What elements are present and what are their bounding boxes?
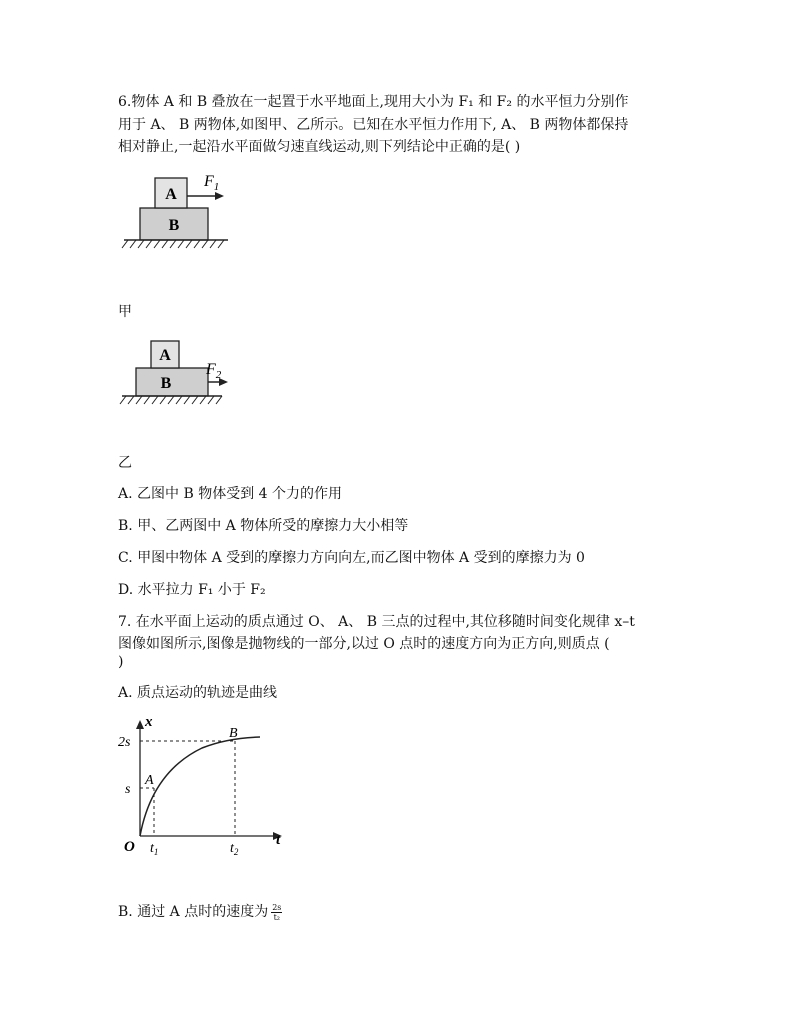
t-axis-label: t xyxy=(276,832,281,848)
q6-option-c: C. 甲图中物体 A 受到的摩擦力方向向左,而乙图中物体 A 受到的摩擦力为 0 xyxy=(118,550,585,566)
q7-option-b-text: B. 通过 A 点时的速度为 xyxy=(118,904,269,920)
tick-t1-label: $t_1$ xyxy=(150,841,159,857)
point-a-label: A xyxy=(145,773,154,788)
caption-yi: 乙 xyxy=(118,455,132,471)
parabola-curve xyxy=(140,737,260,836)
tick-s-label: s xyxy=(125,782,131,797)
ground-hatch xyxy=(122,240,224,248)
tick-t2-label: $t_2$ xyxy=(230,841,239,857)
figure-yi xyxy=(118,336,238,412)
q7-stem-line-2: 图像如图所示,图像是抛物线的一部分,以过 O 点时的速度方向为正方向,则质点 ( xyxy=(118,636,610,652)
block-b xyxy=(136,368,208,396)
force-label: $F_2$ xyxy=(206,361,222,381)
q6-stem-line-3: 相对静止,一起沿水平面做匀速直线运动,则下列结论中正确的是( ) xyxy=(118,139,521,155)
origin-label: O xyxy=(124,839,135,855)
fraction-numerator: 2s xyxy=(272,902,282,912)
block-b-label: B xyxy=(160,375,172,392)
x-axis-arrow xyxy=(136,720,144,729)
caption-jia: 甲 xyxy=(118,304,132,320)
tick-2s-label: 2s xyxy=(118,735,131,750)
force-label: $F_1$ xyxy=(204,173,220,193)
block-a-label: A xyxy=(165,186,177,203)
point-b-label: B xyxy=(229,726,238,741)
x-axis-label: x xyxy=(145,714,153,730)
velocity-fraction xyxy=(271,903,282,922)
q7-stem-line-1: 7. 在水平面上运动的质点通过 O、 A、 B 三点的过程中,其位移随时间变化规律 x–t xyxy=(118,614,635,630)
q7-option-b xyxy=(118,902,282,922)
xt-graph xyxy=(112,712,292,858)
arrow-head xyxy=(215,192,224,200)
q6-option-b: B. 甲、乙两图中 A 物体所受的摩擦力大小相等 xyxy=(118,518,409,534)
ground-hatch xyxy=(120,396,222,404)
block-a-label: A xyxy=(159,347,171,364)
q6-stem-line-2: 用于 A、 B 两物体,如图甲、乙所示。已知在水平恒力作用下, A、 B 两物体都保持 xyxy=(118,117,629,133)
q6-stem-line-1: 6.物体 A 和 B 叠放在一起置于水平地面上,现用大小为 F₁ 和 F₂ 的水平恒力分别作 xyxy=(118,94,629,110)
block-b-label: B xyxy=(168,217,180,234)
q6-option-d: D. 水平拉力 F₁ 小于 F₂ xyxy=(118,582,266,598)
q7-option-a: A. 质点运动的轨迹是曲线 xyxy=(118,685,278,701)
q7-stem-line-3: ) xyxy=(118,654,124,670)
q6-option-a: A. 乙图中 B 物体受到 4 个力的作用 xyxy=(118,486,343,502)
fraction-denominator: t₂ xyxy=(273,912,281,922)
figure-jia xyxy=(118,164,238,256)
